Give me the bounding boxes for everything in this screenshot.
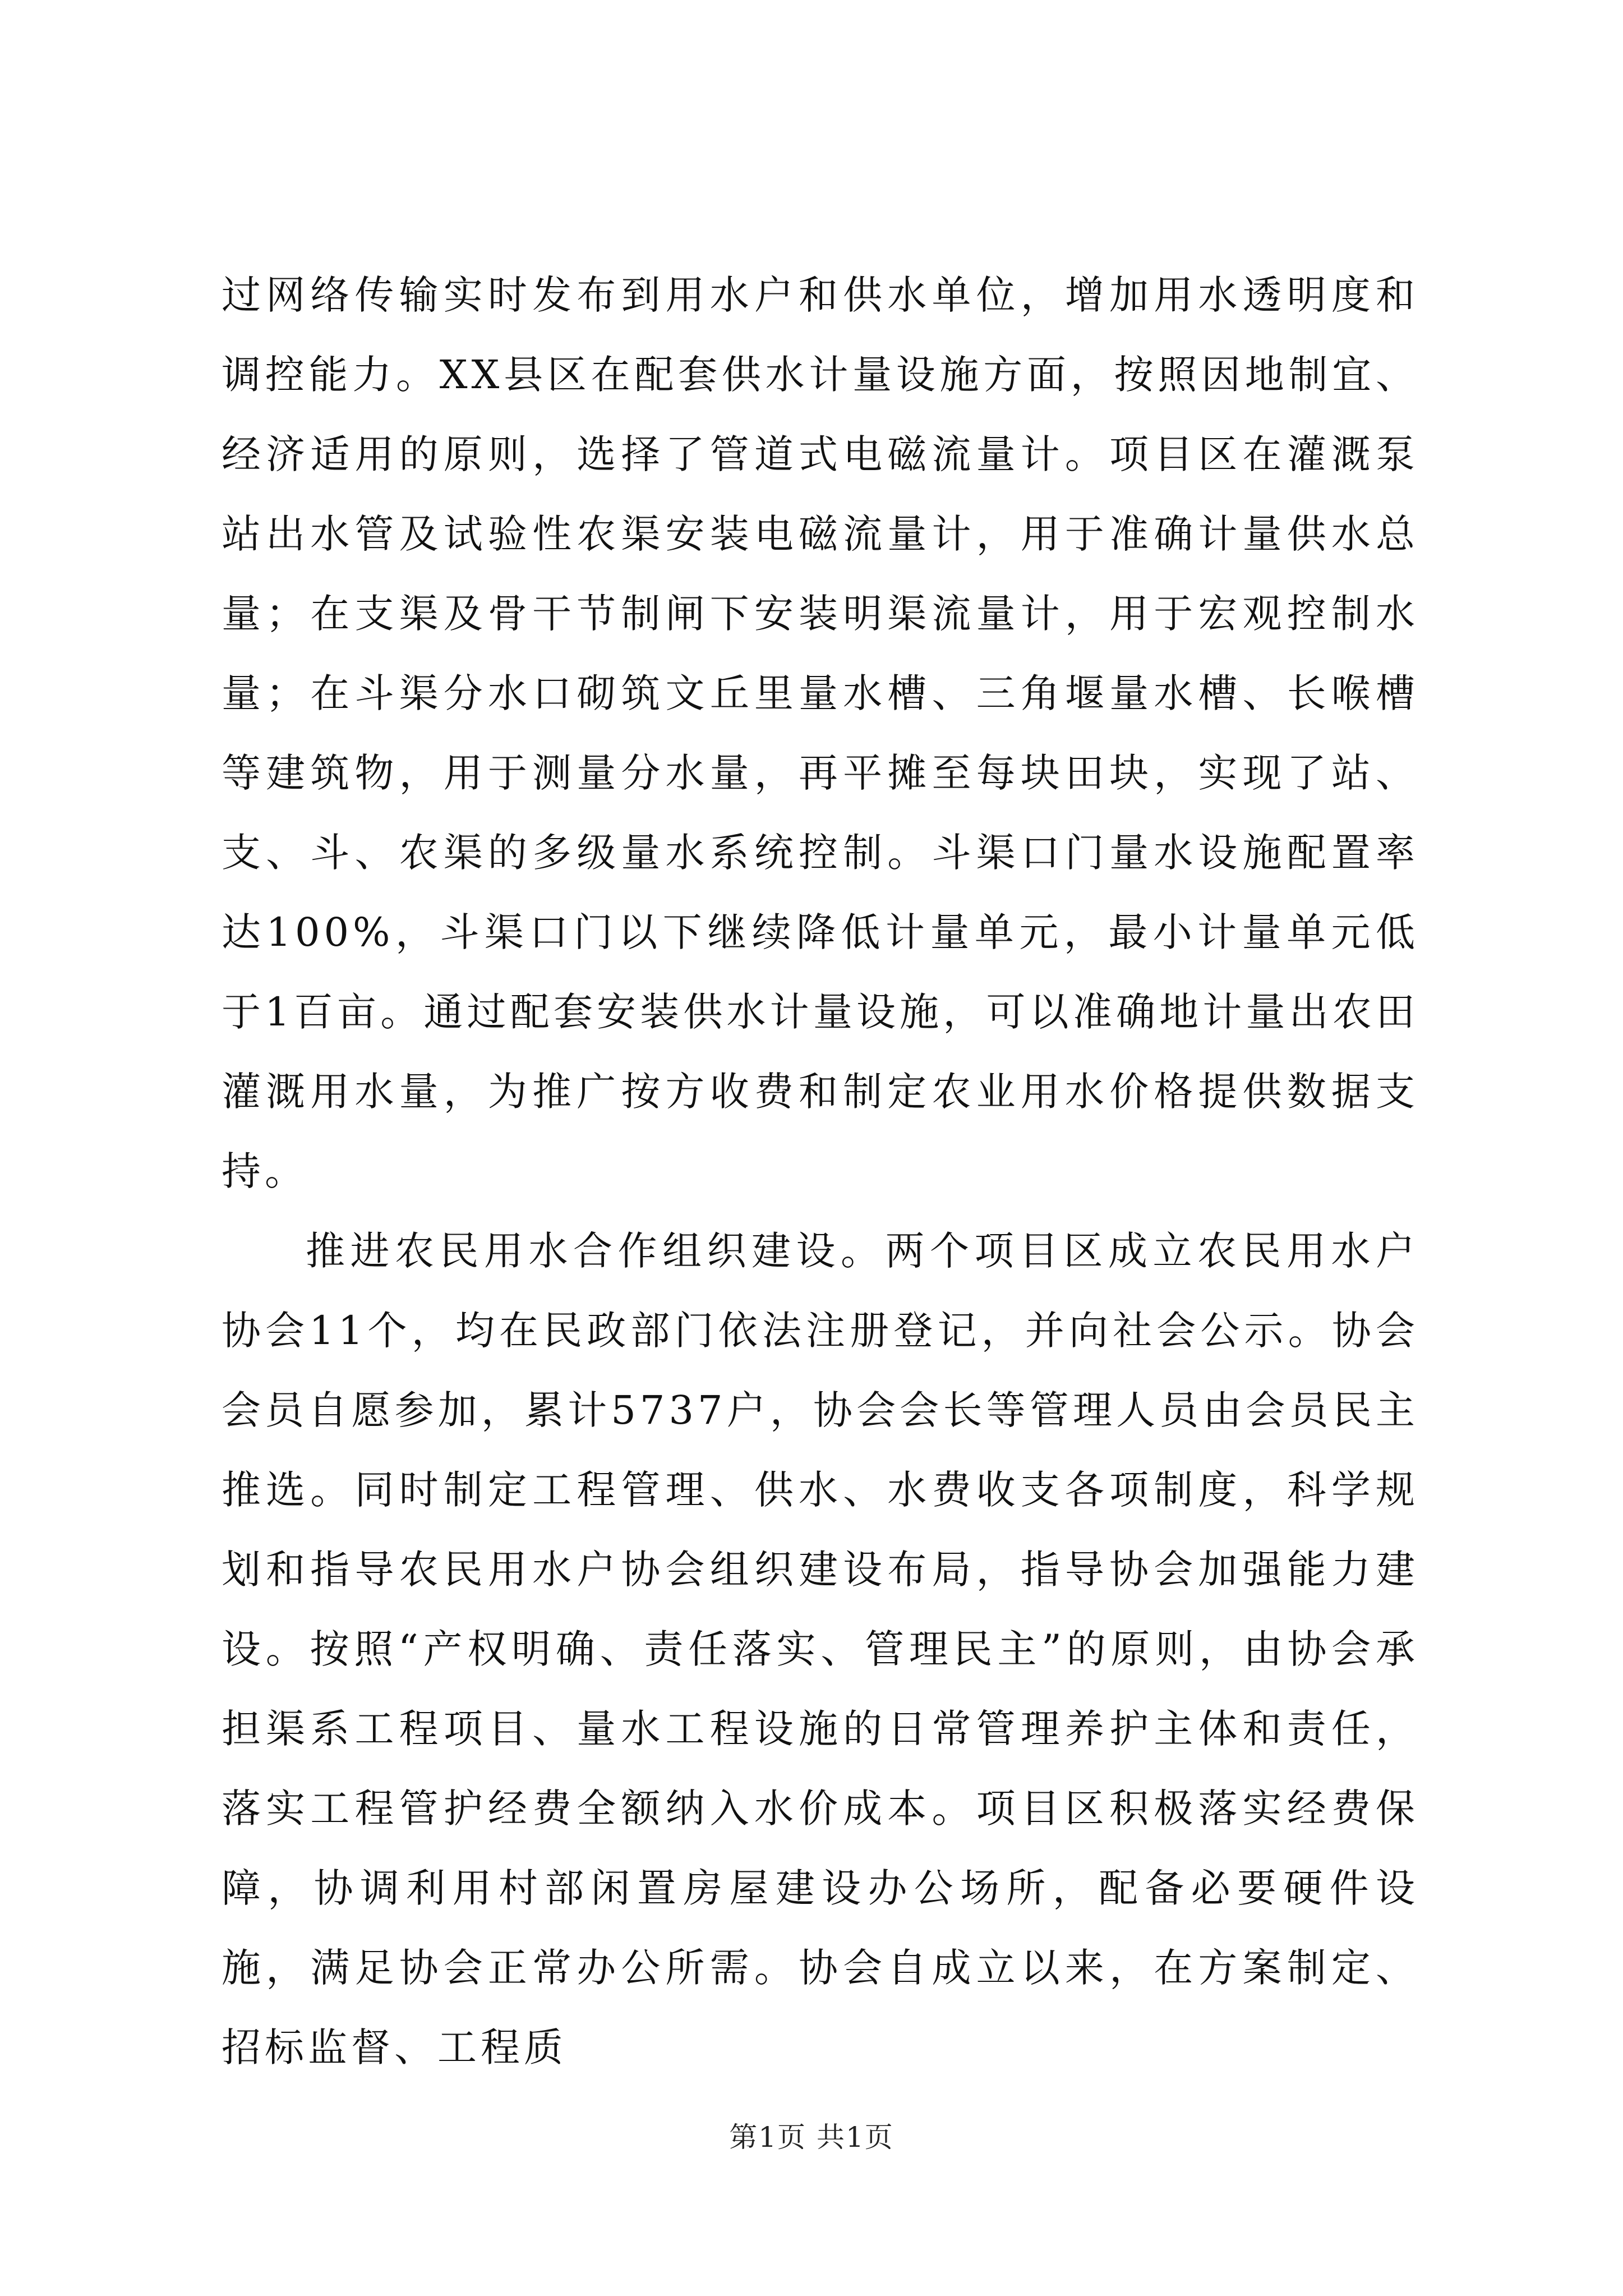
document-body xyxy=(222,255,1419,2087)
paragraph-water-metering: 过网络传输实时发布到用水户和供水单位，增加用水透明度和调控能力。XX县区在配套供水计量设施方面，按照因地制宜、经济适用的原则，选择了管道式电磁流量计。项目区在灌溉泵站出水管及试验性农渠安装电磁流量计，用于准确计量供水总量；在支渠及骨干节制闸下安装明渠流量计，用于宏观控制水量；在斗渠分水口砌筑文丘里量水槽、三角堰量水槽、长喉槽等建筑物，用于测量分水量，再平摊至每块田块，实现了站、支、斗、农渠的多级量水系统控制。斗渠口门量水设施配置率达100%，斗渠口门以下继续降低计量单元，最小计量单元低于1百亩。通过配套安装供水计量设施，可以准确地计量出农田灌溉用水量，为推广按方收费和制定农业用水价格提供数据支持。 xyxy=(222,272,1419,1194)
page-footer: 第1页 共1页 xyxy=(729,2121,894,2154)
paragraph-water-user-association: 推进农民用水合作组织建设。两个项目区成立农民用水户协会11个，均在民政部门依法注册登记，并向社会公示。协会会员自愿参加，累计5737户，协会会长等管理人员由会员民主推选。同时制定工程管理、供水、水费收支各项制度，科学规划和指导农民用水户协会组织建设布局，指导协会加强能力建设。按照“产权明确、责任落实、管理民主”的原则，由协会承担渠系工程项目、量水工程设施的日常管理养护主体和责任，落实工程管护经费全额纳入水价成本。项目区积极落实经费保障，协调利用村部闲置房屋建设办公场所，配备必要硬件设施，满足协会正常办公所需。协会自成立以来，在方案制定、招标监督、工程质 xyxy=(222,1228,1419,2070)
